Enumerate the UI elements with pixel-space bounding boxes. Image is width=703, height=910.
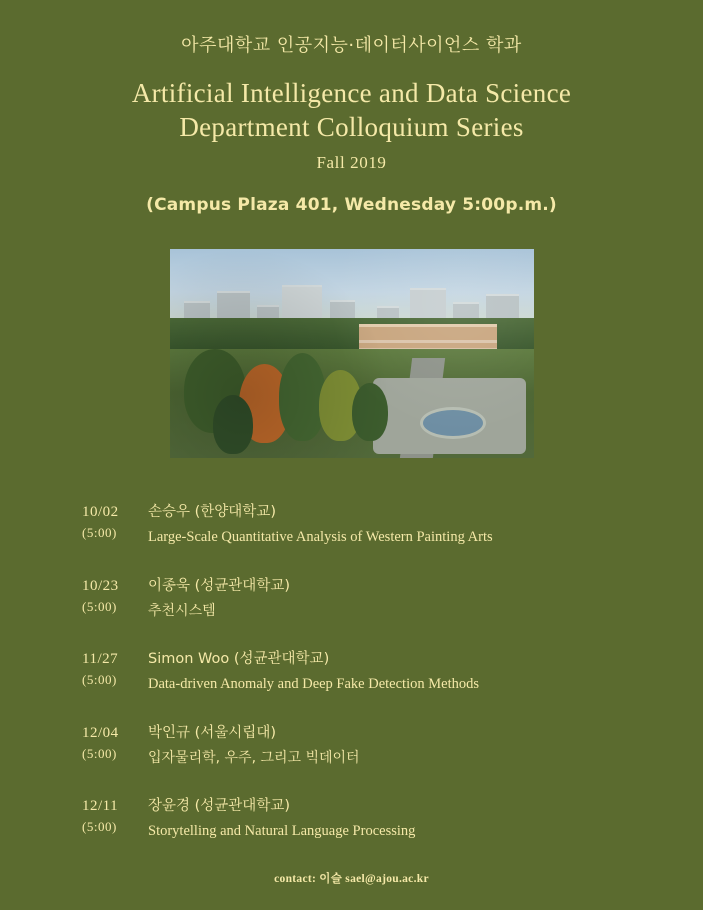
schedule-entry — [82, 796, 703, 843]
schedule-date-time — [82, 796, 144, 837]
colloquium-schedule — [0, 502, 703, 843]
schedule-entry — [82, 649, 703, 696]
schedule-speaker: 장윤경 (성균관대학교) — [148, 798, 290, 815]
schedule-time: (5:00) — [82, 598, 117, 614]
schedule-details — [144, 576, 290, 622]
schedule-time: (5:00) — [82, 818, 117, 834]
schedule-details — [144, 796, 415, 843]
schedule-date: 11/27 — [82, 650, 119, 667]
department-name-korean: 아주대학교 인공지능·데이터사이언스 학과 — [181, 35, 522, 56]
schedule-details — [144, 649, 479, 696]
photo-overlay — [170, 249, 534, 458]
schedule-date: 12/04 — [82, 724, 119, 741]
schedule-date: 12/11 — [82, 798, 119, 815]
page-title-line2: Department Colloquium Series — [179, 112, 524, 143]
page-title — [0, 77, 703, 145]
term-label: Fall 2019 — [316, 152, 387, 172]
schedule-speaker: 이종욱 (성균관대학교) — [148, 577, 290, 594]
page-title-line1: Artificial Intelligence and Data Science — [131, 78, 572, 109]
poster-header — [0, 0, 703, 215]
schedule-details — [144, 502, 493, 549]
schedule-details — [144, 723, 360, 769]
schedule-date-time — [82, 576, 144, 617]
schedule-entry — [82, 723, 703, 769]
schedule-date-time — [82, 649, 144, 690]
schedule-talk-title: Data-driven Anomaly and Deep Fake Detection Methods — [148, 675, 479, 692]
schedule-entry — [82, 576, 703, 622]
schedule-talk-title: Large-Scale Quantitative Analysis of Western Painting Arts — [148, 528, 493, 545]
schedule-date: 10/02 — [82, 503, 119, 520]
schedule-talk-title: 입자물리학, 우주, 그리고 빅데이터 — [148, 749, 360, 766]
venue-label: (Campus Plaza 401, Wednesday 5:00p.m.) — [146, 194, 557, 215]
schedule-speaker: Simon Woo (성균관대학교) — [148, 650, 330, 667]
schedule-speaker: 박인규 (서울시립대) — [148, 724, 276, 741]
schedule-time: (5:00) — [82, 524, 117, 540]
schedule-talk-title: Storytelling and Natural Language Processing — [148, 822, 416, 839]
schedule-time: (5:00) — [82, 671, 117, 687]
schedule-time: (5:00) — [82, 745, 117, 761]
schedule-entry — [82, 502, 703, 549]
campus-photo — [170, 249, 534, 458]
contact-line: contact: 이슬 sael@ajou.ac.kr — [274, 872, 429, 885]
schedule-speaker: 손승우 (한양대학교) — [148, 503, 276, 520]
schedule-date-time — [82, 502, 144, 543]
schedule-date: 10/23 — [82, 577, 119, 594]
schedule-date-time — [82, 723, 144, 764]
schedule-talk-title: 추천시스템 — [148, 602, 216, 619]
